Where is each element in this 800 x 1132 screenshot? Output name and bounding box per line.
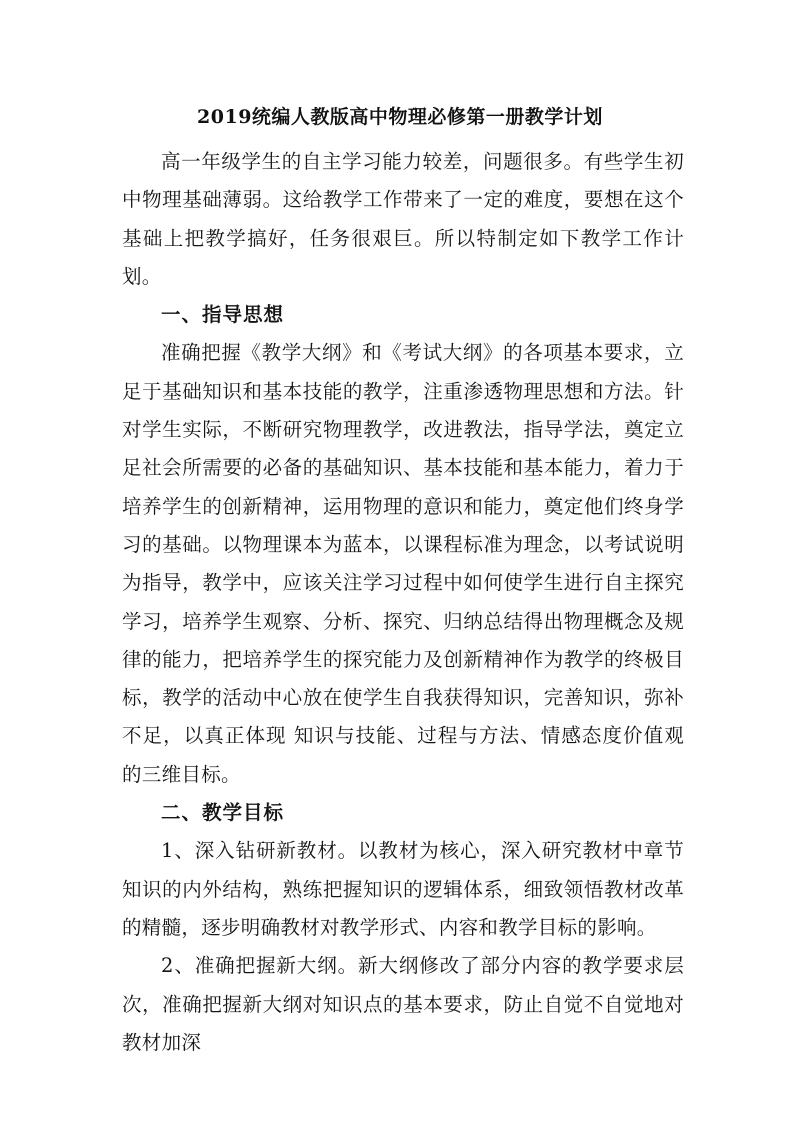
teaching-goal-item-2: 2、准确把握新大纲。新大纲修改了部分内容的教学要求层次，准确把握新大纲对知识点的基本要求，防止自觉不自觉地对教材加深: [122, 954, 684, 1054]
teaching-goal-item-1: 1、深入钻研新教材。以教材为核心，深入研究教材中章节知识的内外结构，熟练把握知识的逻辑体系，细致领悟教材改革的精髓，逐步明确教材对教学形式、内容和教学目标的影响。: [122, 839, 684, 939]
guiding-principle-paragraph: 准确把握《教学大纲》和《考试大纲》的各项基本要求，立足于基础知识和基本技能的教学，注重渗透物理思想和方法。针对学生实际，不断研究物理教学，改进教法，指导学法，奠定立足社会所需要的必备的基础知识、基本技能和基本能力，着力于培养学生的创新精神，运用物理的意识和能力，奠定他们终身学习的基础。以物理课本为蓝本，以课程标准为理念，以考试说明为指导，教学中，应该关注学习过程中如何使学生进行自主探究学习，培养学生观察、分析、探究、归纳总结得出物理概念及规律的能力，把培养学生的探究能力及创新精神作为教学的终极目标，教学的活动中心放在使学生自我获得知识，完善知识，弥补不足，以真正体现 知识与技能、过程与方法、情感态度价值观 的三维目标。: [122, 341, 684, 786]
section-heading-guiding-principle: 一、指导思想: [161, 303, 285, 327]
section-heading-teaching-goals: 二、教学目标: [161, 801, 285, 825]
intro-paragraph: 高一年级学生的自主学习能力较差，问题很多。有些学生初中物理基础薄弱。这给教学工作带来了一定的难度，要想在这个基础上把教学搞好，任务很艰巨。所以特制定如下教学工作计划。: [122, 150, 684, 288]
document-title: 2019统编人教版高中物理必修第一册教学计划: [197, 106, 603, 128]
document-body: [122, 143, 684, 1062]
